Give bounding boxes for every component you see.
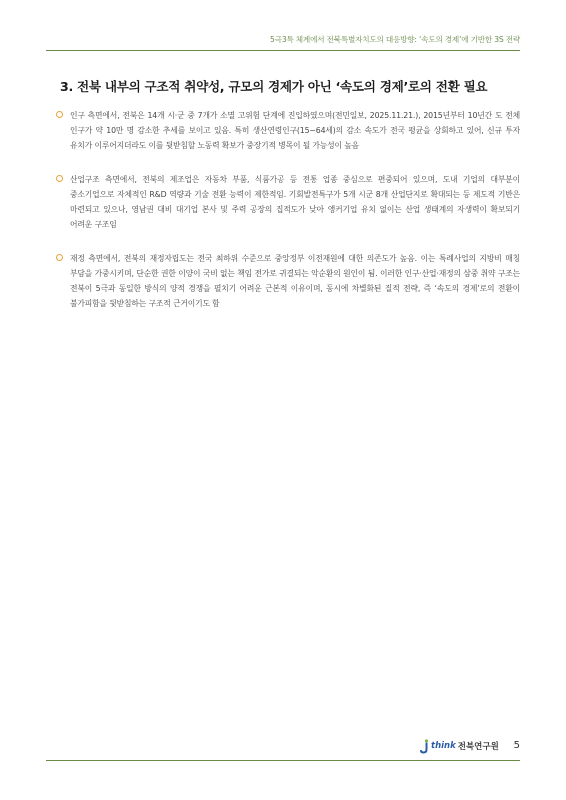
bullet-text: 산업구조 측면에서, 전북의 제조업은 자동차 부품, 식품가공 등 전통 업종 중심으로 편중되어 있으며, 도내 기업의 대부분이 중소기업으로 자체적인 R&D 역량과 기술 전환 능력이 제한적임. 기회발전특구가 5개 시군 8개 산업단지로 확대되는 등 제도적 기반은 마련되고 있으나, 영남권 대비 대기업 본사 및 주력 공장의 집적도가 낮아 앵커기업 유치 없이는 산업 생태계의 자생력이 확보되기 어려운 구조임 xyxy=(70,175,520,229)
running-header: 5극3특 체계에서 전북특별자치도의 대응방향: ‘속도의 경제’에 기반한 3S 전략 xyxy=(270,35,520,44)
bullet-circle-icon xyxy=(56,254,63,261)
bullet-text: 재정 측면에서, 전북의 재정자립도는 전국 최하위 수준으로 중앙정부 이전재원에 대한 의존도가 높음. 이는 특례사업의 지방비 매칭 부담을 가중시키며, 단순한 권한 이양이 국비 없는 책임 전가로 귀결되는 악순환의 원인이 됨. 이러한 인구·산업·재정의 삼중 취약 구조는 전북이 5극과 동일한 방식의 양적 경쟁을 펼치기 어려운 근본적 이유이며, 동시에 차별화된 질적 전략, 즉 ‘속도의 경제’로의 전환이 불가피함을 뒷받침하는 구조적 근거이기도 함 xyxy=(70,254,520,308)
header-divider xyxy=(46,50,520,51)
bullet-item-industry xyxy=(56,172,520,232)
logo-think-text: think xyxy=(431,741,456,751)
bullet-circle-icon xyxy=(56,111,63,118)
page-number: 5 xyxy=(513,740,520,751)
bullet-item-finance xyxy=(56,251,520,311)
jthink-logo-icon xyxy=(420,739,430,754)
logo-org-name: 전북연구원 xyxy=(457,742,499,752)
footer-logo xyxy=(420,738,499,754)
bullet-item-population xyxy=(56,108,520,153)
bullet-list xyxy=(56,108,520,330)
section-title: 3. 전북 내부의 구조적 취약성, 규모의 경제가 아닌 ‘속도의 경제’로의 전환 필요 xyxy=(60,79,488,94)
bullet-text: 인구 측면에서, 전북은 14개 시·군 중 7개가 소멸 고위험 단계에 진입하였으며(전민일보, 2025.11.21.), 2015년부터 10년간 도 전체 인구가 약 10만 명 감소한 추세를 보이고 있음. 특히 생산연령인구(15~64세)의 감소 속도가 전국 평균을 상회하고 있어, 신규 투자 유치가 이루어지더라도 이를 뒷받침할 노동력 확보가 중장기적 병목이 될 가능성이 높음 xyxy=(70,111,520,150)
bullet-circle-icon xyxy=(56,175,63,182)
footer-divider xyxy=(46,760,520,761)
